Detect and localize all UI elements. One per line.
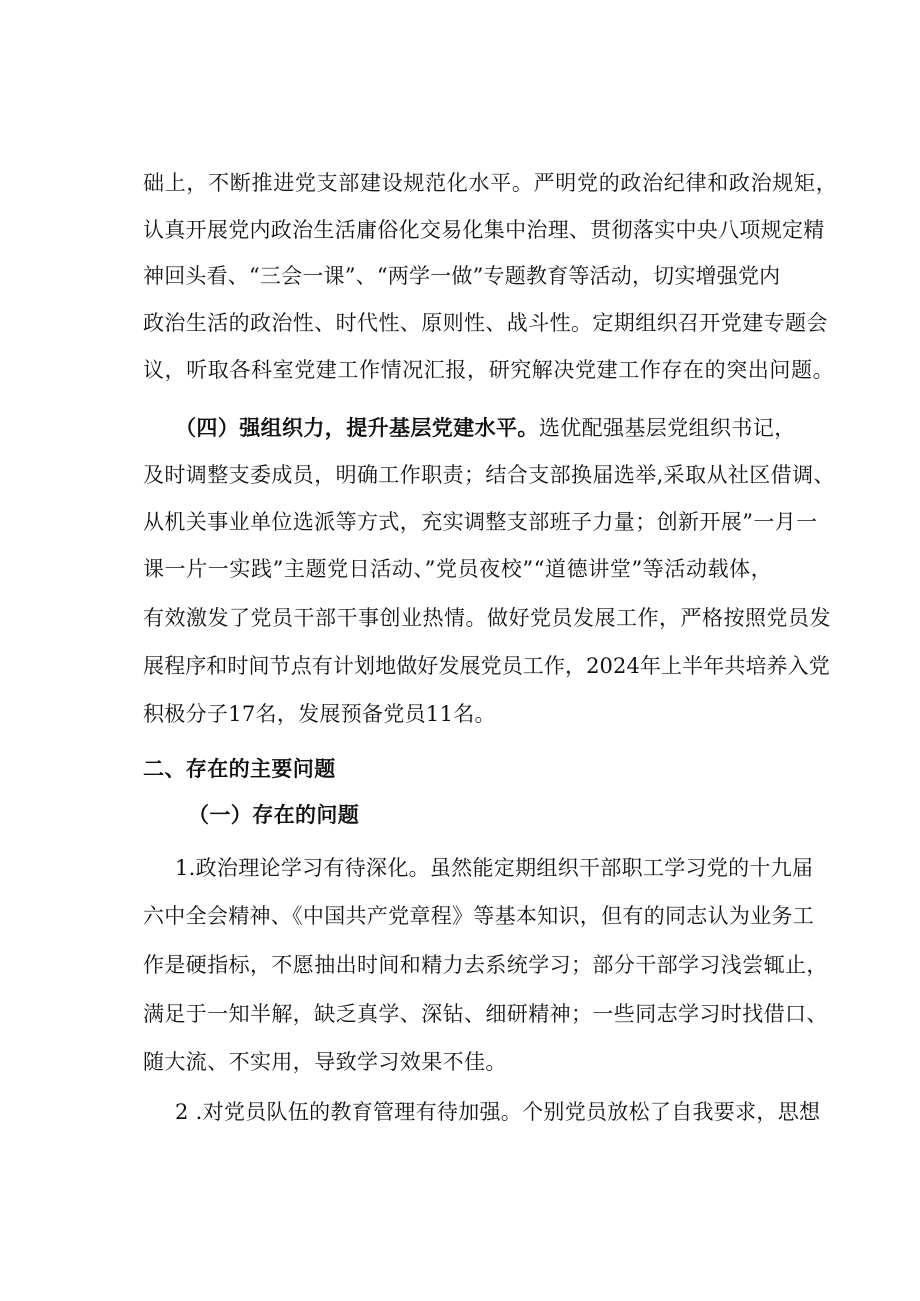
paragraph-line: [143, 455, 835, 495]
line-text: 课一片一实践”主题党日活动、”党员夜校”“道德讲堂”等活动载体，: [143, 557, 773, 581]
line-text: 及时调整支委成员，明确工作职责；结合支部换届选举,采取从社区借调、: [143, 463, 835, 487]
paragraph-line: [143, 350, 835, 390]
heading-text: （一）存在的问题: [188, 802, 360, 827]
line-text: 随大流、不实用，导致学习效果不佳。: [143, 1050, 507, 1074]
line-text: 有效激发了党员干部干事创业热情。做好党员发展工作，严格按照党员发: [143, 606, 831, 630]
section-heading: [143, 749, 823, 789]
paragraph-line: [143, 994, 828, 1034]
line-text: 展程序和时间节点有计划地做好发展党员工作，2024年上半年共培养入党: [143, 654, 830, 678]
line-text: 政治生活的政治性、时代性、原则性、战斗性。定期组织召开党建专题会: [143, 311, 828, 335]
heading-text: 二、存在的主要问题: [143, 756, 336, 781]
paragraph-line: [143, 598, 831, 638]
line-text: 2 .对党员队伍的教育管理有待加强。个别党员放松了自我要求，思想: [175, 1100, 821, 1124]
line-text: 选优配强基层党组织书记，: [538, 416, 796, 440]
line-text: 积极分子17名，发展预备党员11名。: [143, 702, 496, 726]
paragraph-line: [175, 848, 825, 888]
paragraph-line: [143, 1042, 823, 1082]
line-text: 作是硬指标，不愿抽出时间和精力去系统学习；部分干部学习浅尝辄止，: [143, 953, 828, 977]
paragraph-line: [143, 896, 823, 936]
paragraph-line: [143, 163, 838, 203]
paragraph-line: [175, 408, 825, 448]
paragraph-line: [143, 549, 823, 589]
line-text: 认真开展党内政治生活庸俗化交易化集中治理、贯彻落实中央八项规定精: [143, 218, 825, 242]
line-text: 神回头看、“三会一课”、“两学一做”专题教育等活动，切实增强党内: [143, 264, 781, 288]
line-text: 六中全会精神、《中国共产党章程》等基本知识，但有的同志认为业务工: [143, 904, 815, 928]
paragraph-line: [143, 256, 823, 296]
line-text: 从机关事业单位选派等方式，充实调整支部班子力量；创新开展”一月一: [143, 510, 818, 534]
subsection-heading: [188, 795, 828, 835]
paragraph-line: [143, 303, 828, 343]
paragraph-line: [143, 945, 828, 985]
line-text: 满足于一知半解，缺乏真学、深钻、细研精神；一些同志学习时找借口、: [143, 1002, 828, 1026]
section-heading-inline: （四）强组织力，提升基层党建水平。: [175, 415, 539, 440]
line-text: 议，听取各科室党建工作情况汇报，研究解决党建工作存在的突出问题。: [143, 358, 835, 382]
paragraph-line: [143, 646, 830, 686]
paragraph-line: [143, 210, 823, 250]
paragraph-line: [143, 694, 823, 734]
paragraph-line: [175, 1092, 825, 1132]
paragraph-line: [143, 502, 823, 542]
line-text: 1.政治理论学习有待深化。虽然能定期组织干部职工学习党的十九届: [175, 856, 814, 880]
line-text: 础上，不断推进党支部建设规范化水平。严明党的政治纪律和政治规矩，: [143, 171, 838, 195]
